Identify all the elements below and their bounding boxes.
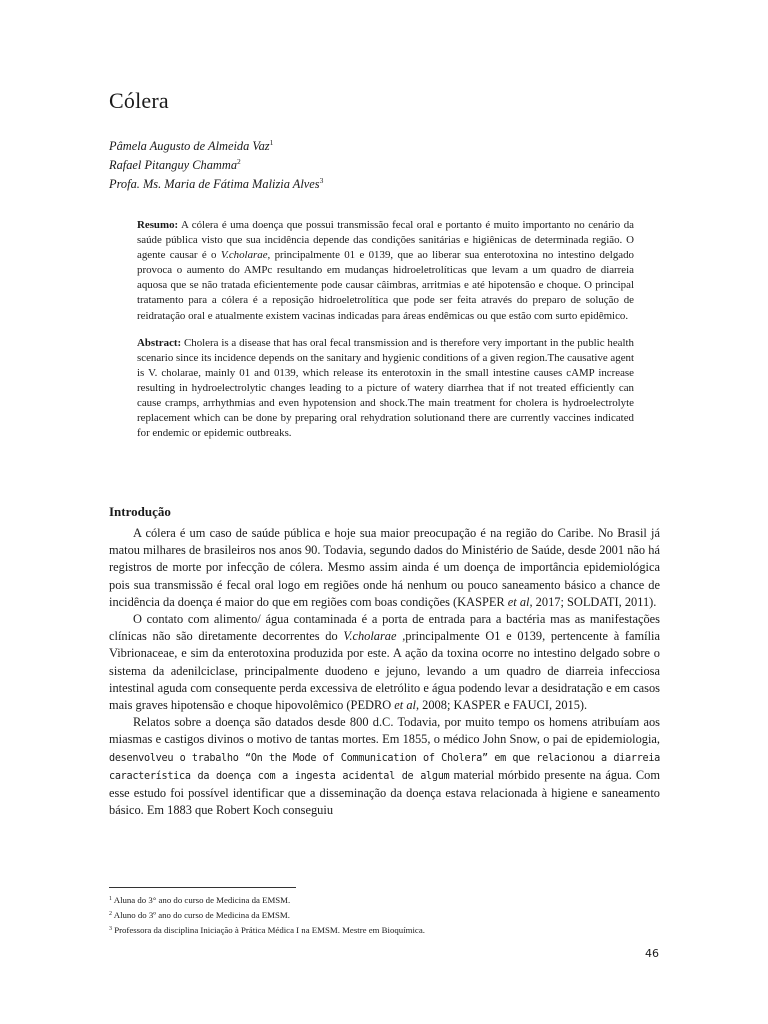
paragraph-2 — [109, 611, 660, 714]
resumo-text: A cólera é uma doença que possui transmissão fecal oral e portanto é muito importanto no cenário da saúde pública visto que sua incidência depende das condições sanitárias e higiênicas de determinada região. O agente causar é o — [137, 219, 634, 262]
author-name: Profa. Ms. Maria de Fátima Malizia Alves — [109, 177, 320, 191]
resumo-italic: V.cholarae, — [220, 249, 271, 262]
footnote-2 — [109, 908, 669, 923]
section-heading: Introdução — [109, 504, 171, 519]
abstract-label: Abstract: — [137, 336, 182, 349]
footnote-3 — [109, 923, 669, 938]
paragraph-text: Relatos sobre a doença são datados desde 800 d.C. Todavia, por muito tempo os homens atribuíam aos miasmas e castigos divinos o motivo de tantas mortes. Em 1855, o médico John Snow, o pai de epidemiologia, — [109, 715, 660, 747]
footnote-text: Aluna do 3° ano do curso de Medicina da EMSM. — [112, 895, 291, 905]
footnotes — [109, 893, 669, 938]
paragraph-3 — [109, 714, 660, 819]
abstract-block — [137, 218, 634, 441]
page-number: 46 — [645, 947, 659, 960]
author-superscript: 3 — [319, 176, 324, 185]
paragraph-text: ,principalmente O1 e 0139, pertencente à família Vibrionaceae, e sim da enterotoxina produzida por este. A ação da toxina ocorre no intestino delgado sobre o sistema da adenilciclase, principalmente duodeno e jejuno, levando a um quadro de diarreia infecciosa intestinal aguda com consequente perda excessiva de eletrólito e água podendo levar a desidratação e em casos mais graves hipotensão e choque hipovolêmico (PEDRO — [109, 629, 660, 713]
footnote-mark: 1 — [109, 896, 112, 902]
author-name: Rafael Pitanguy Chamma — [109, 158, 238, 172]
footnote-divider — [109, 887, 296, 888]
author-superscript: 1 — [269, 138, 274, 147]
abstract-text: Cholera is a disease that has oral fecal transmission and is therefore very important in the public health scenario since its incidence depends on the sanitary and hygienic conditions of a given region.The causative agent is V. cholarae, mainly 01 and 0139, which release its enterotoxin in the small intestine causes cAMP increase resulting in hydroelectrolytic changes leading to a picture of watery diarrhea that if not treated efficiently can cause cramps, arrhythmias and even hypotension and shock.The main treatment for cholera is hydroelectrolyte replacement which can be done by preparing oral rehydration solutionand there are currently vaccines indicated for endemic or epidemic outbreaks. — [137, 336, 634, 440]
footnote-text: Aluno do 3º ano do curso de Medicina da EMSM. — [112, 910, 290, 920]
resumo-label: Resumo: — [137, 219, 179, 231]
author-list — [109, 137, 669, 194]
paragraph-text: O contato com alimento/ água contaminada é a porta de entrada para a bactéria mas as manifestações clínicas não são diretamente decorrentes do — [109, 612, 660, 644]
footnote-mark: 2 — [109, 911, 112, 917]
author-1 — [109, 137, 669, 156]
resumo-paragraph — [137, 218, 634, 324]
author-3 — [109, 175, 669, 194]
abstract-paragraph — [137, 336, 634, 442]
paragraph-text: 2017; SOLDATI, 2011). — [532, 594, 657, 609]
footnote-mark: 3 — [109, 926, 112, 932]
author-2 — [109, 156, 669, 175]
footnote-1 — [109, 893, 669, 908]
paragraph-italic: et al — [394, 698, 416, 713]
paragraph-italic: V.cholarae — [343, 629, 397, 644]
resumo-text-cont: principalmente 01 e 0139, que ao liberar sua enterotoxina no intestino delgado provoca o aumento do AMPc resultando em mudanças hidroeletrolíticas que levam a um quadro de diarreia aquosa que se não tratada eficientemente pode causar câimbras, arritmias e até hipotensão e choque. O principal tratamento para a cólera é a reposição hidroeletrolítica que pode ser feita através do preparo de solução de reidratação oral e atualmente existem vacinas indicadas para áreas endêmicas ou que estão com surto epidêmico. — [137, 249, 635, 322]
author-name: Pâmela Augusto de Almeida Vaz — [109, 139, 270, 153]
body-text — [109, 525, 660, 819]
page-title: Cólera — [109, 88, 169, 113]
paragraph-text: , 2008; KASPER e FAUCI, 2015). — [415, 698, 588, 713]
paragraph-italic: et al, — [507, 594, 533, 609]
paragraph-1 — [109, 525, 660, 611]
author-superscript: 2 — [237, 157, 241, 166]
paragraph-alt-font: desenvolveu o trabalho “On the Mode of Communication of Cholera” em que relacionou a diarreia característica da doença com a ingesta acidental de algum — [109, 752, 660, 782]
footnote-text: Professora da disciplina Iniciação à Prática Médica I na EMSM. Mestre em Bioquímica. — [112, 925, 425, 935]
paragraph-text: A cólera é um caso de saúde pública e hoje sua maior preocupação é na região do Caribe. No Brasil já matou milhares de brasileiros nos anos 90. Todavia, segundo dados do Ministério de Saúde, desde 2001 não há registros de morte por infecção de cólera. Mesmo assim ainda é um doença de importância epidemiológica pois sua transmissão é fecal oral logo em regiões onde há nenhum ou pouco saneamento básico a chance de incidência da doença é maior do que em regiões com boas condições (KASPER — [109, 526, 660, 609]
paragraph-text: material mórbido presente na água. Com esse estudo foi possível identificar que a disseminação da doença estava relacionada à higiene e saneamento básico. Em 1883 que Robert Koch conseguiu — [109, 767, 660, 818]
